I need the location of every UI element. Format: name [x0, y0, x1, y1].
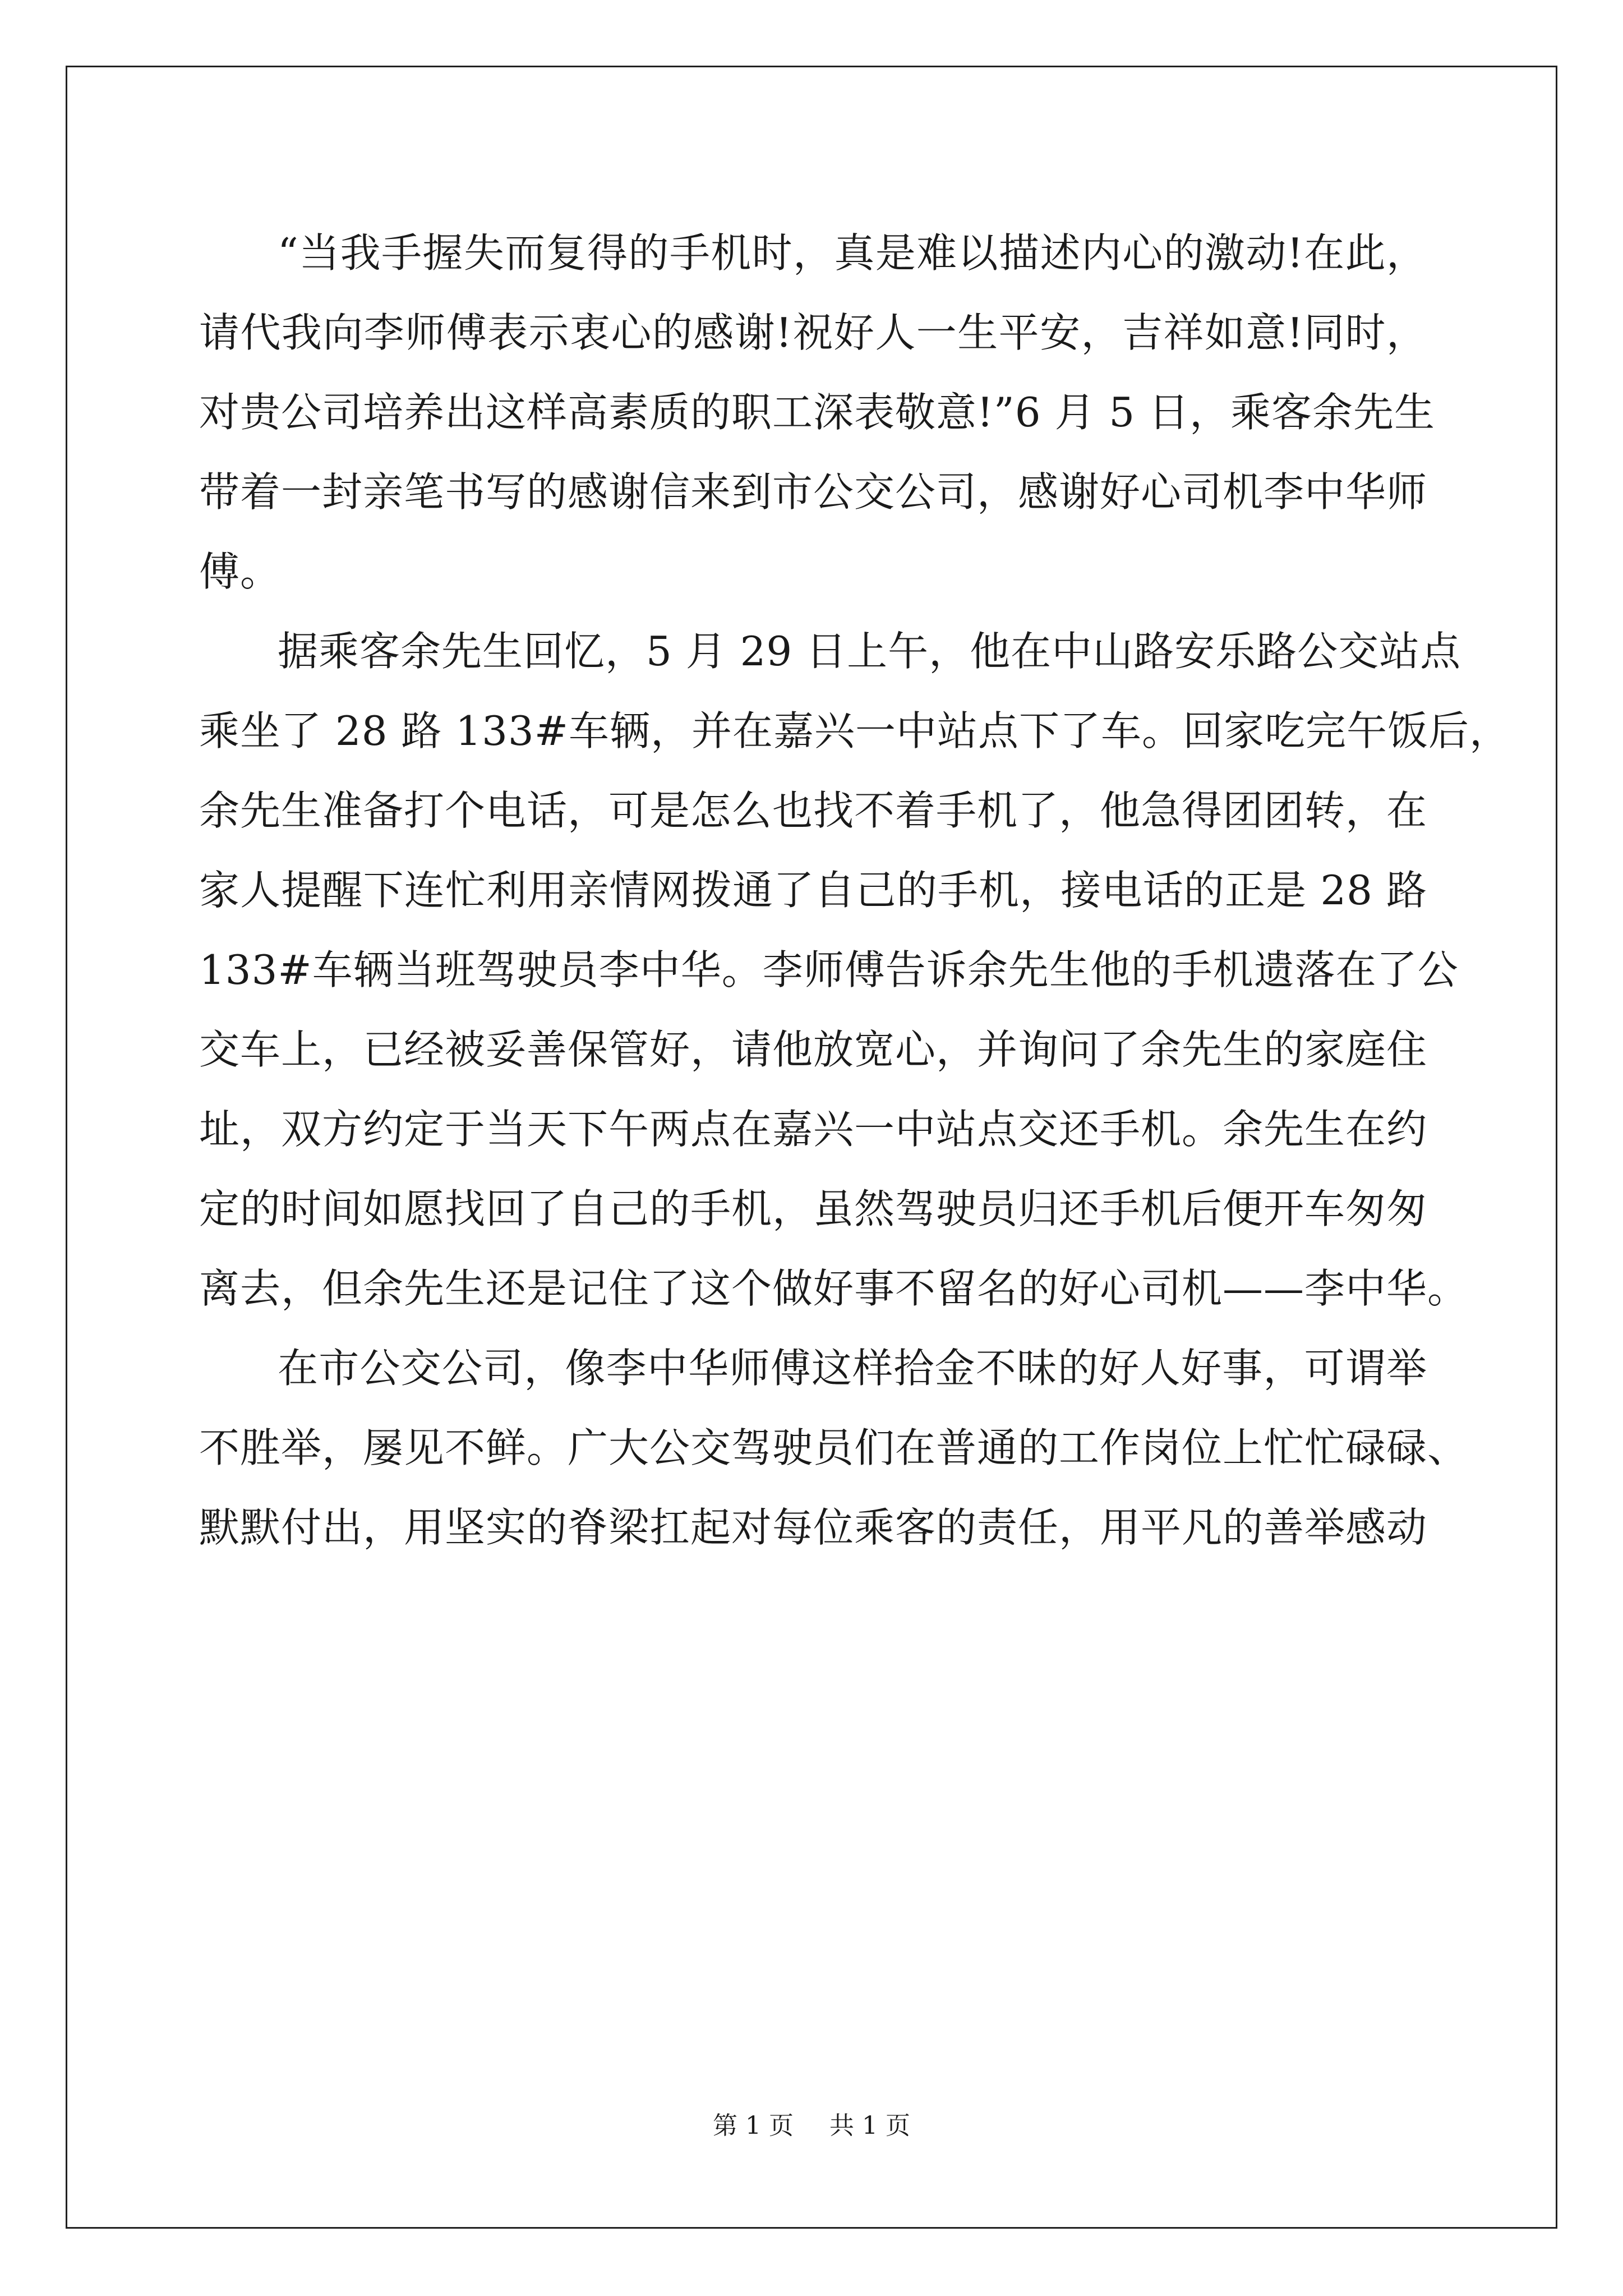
text-line: 傅。: [199, 548, 282, 595]
text-line: 133#车辆当班驾驶员李中华。李师傅告诉余先生他的手机遗落在了公: [199, 946, 1459, 993]
text-line: 离去，但余先生还是记住了这个做好事不留名的好心司机——李中华。: [199, 1265, 1469, 1312]
text-line: 据乘客余先生回忆，5 月 29 日上午，他在中山路安乐路公交站点: [278, 628, 1461, 675]
text-line: 定的时间如愿找回了自己的手机，虽然驾驶员归还手机后便开车匆匆: [199, 1185, 1428, 1232]
text-line: 址，双方约定于当天下午两点在嘉兴一中站点交还手机。余先生在约: [199, 1106, 1428, 1153]
document-body: [199, 213, 1511, 1567]
text-line: 余先生准备打个电话，可是怎么也找不着手机了，他急得团团转，在: [199, 787, 1428, 834]
text-line: 默默付出，用坚实的脊梁扛起对每位乘客的责任，用平凡的善举感动: [199, 1504, 1428, 1551]
text-line: 对贵公司培养出这样高素质的职工深表敬意!”6 月 5 日，乘客余先生: [199, 389, 1436, 436]
paragraph-1: [199, 213, 1436, 611]
text-line: 家人提醒下连忙利用亲情网拨通了自己的手机，接电话的正是 28 路: [199, 867, 1427, 914]
page-footer: [0, 2109, 1623, 2143]
text-line: 乘坐了 28 路 133#车辆，并在嘉兴一中站点下了车。回家吃完午饭后，: [199, 707, 1511, 754]
page-number-total: 共 1 页: [829, 2111, 910, 2140]
page-number-current: 第 1 页: [713, 2111, 794, 2140]
text-line: 不胜举，屡见不鲜。广大公交驾驶员们在普通的工作岗位上忙忙碌碌、: [199, 1424, 1469, 1471]
paragraph-2: [199, 611, 1511, 1328]
paragraph-3: [199, 1328, 1469, 1567]
text-line: 带着一封亲笔书写的感谢信来到市公交公司，感谢好心司机李中华师: [199, 468, 1428, 516]
text-line: 交车上，已经被妥善保管好，请他放宽心，并询问了余先生的家庭住: [199, 1026, 1428, 1073]
text-line: “当我手握失而复得的手机时，真是难以描述内心的激动!在此，: [278, 229, 1427, 277]
text-line: 在市公交公司，像李中华师傅这样拾金不昧的好人好事，可谓举: [278, 1345, 1427, 1392]
text-line: 请代我向李师傅表示衷心的感谢!祝好人一生平安，吉祥如意!同时，: [199, 309, 1427, 356]
